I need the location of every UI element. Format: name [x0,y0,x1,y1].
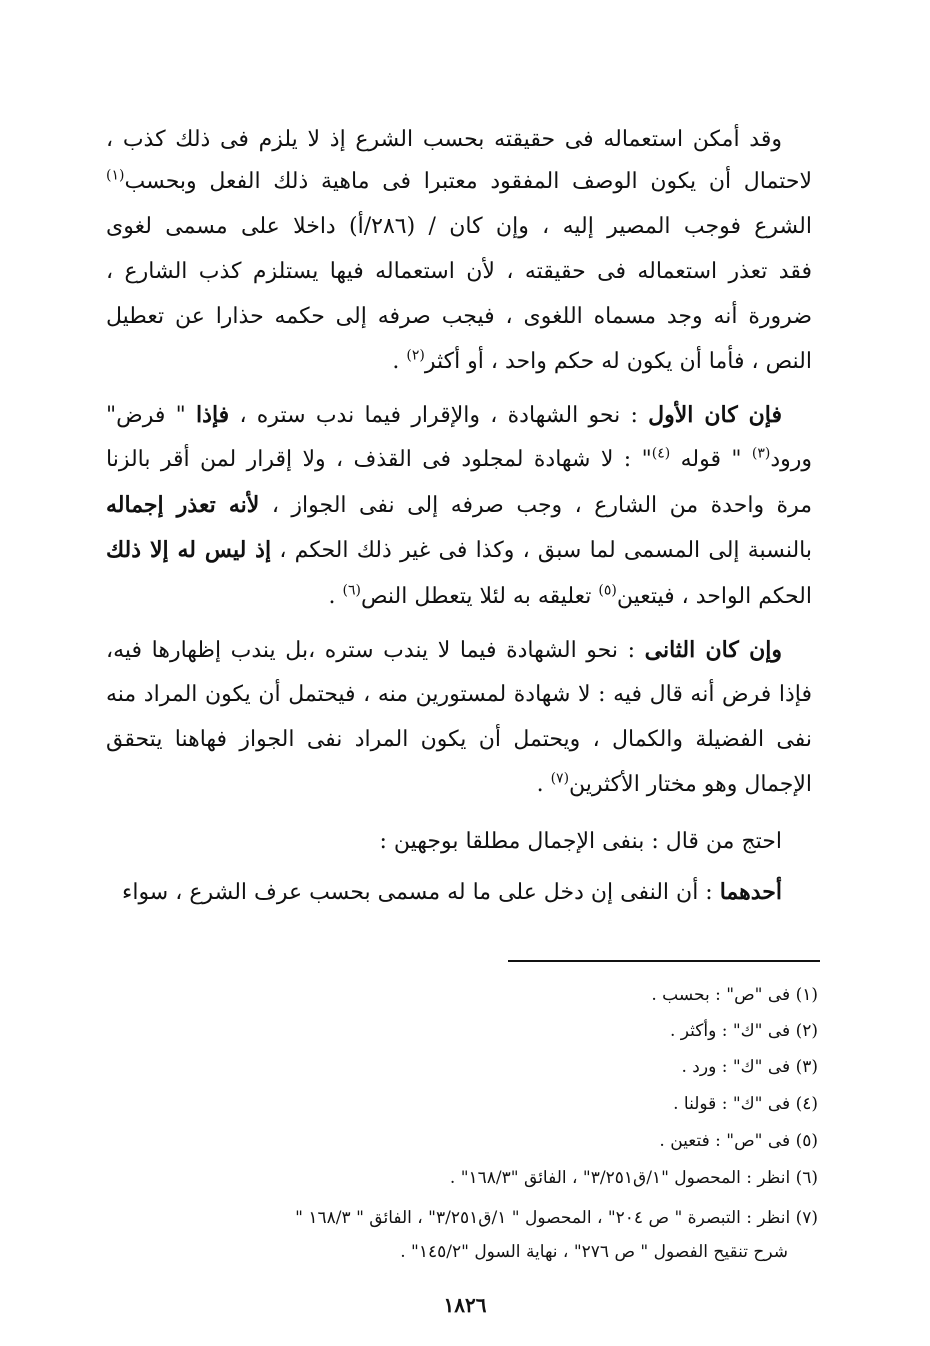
text-run: فإذا فرض أنه قال فيه : لا شهادة لمستورين منه ، فيحتمل أن يكون المراد منه [106,682,813,707]
body-line [106,205,812,249]
bold-text: لأنه تعذر إجماله [106,492,260,518]
text-run: ورود [770,447,812,472]
body-line [106,673,812,717]
text-run: " قوله [670,447,752,472]
text-run: مرة واحدة من الشارع ، وجب صرفه إلى نفى الجواز ، [259,493,813,518]
text-run: وقد أمكن استعماله فى حقيقته بحسب الشرع إذ لا يلزم فى ذلك كذب ، [106,127,782,152]
footnote: (١) فى "ص" : بحسب . [651,985,818,1005]
body-line [106,295,812,339]
body-line [106,528,812,572]
footnote: (٤) فى "ك" : قولنا . [673,1094,818,1114]
body-line [106,718,812,762]
text-run: الحكم الواحد ، فيتعين [616,584,812,609]
text-run: النص ، فأما أن يكون له حكم واحد ، أو أكثر [424,349,812,374]
text-run: . [392,349,407,374]
text-run: " : لا شهادة لمجلود فى القذف ، ولا إقرار لمن أقر بالزنا [106,447,652,472]
bold-text: وإن كان الثانى [644,637,782,663]
text-run: الإجمال وهو مختار الأكثرين [569,772,812,797]
text-run: : نحو الشهادة ، والإقرار فيما ندب ستره ، [229,403,649,428]
body-line [106,820,782,864]
footnote-continuation: شرح تنقيح الفصول " ص ٢٧٦" ، نهاية السول "١٤٥/٢" . [400,1242,788,1262]
footnote-reference: (١) [106,167,125,184]
footnote-reference: (٦) [342,582,361,599]
bold-text: فإن كان الأول [648,402,783,428]
text-run: ضرورة أنه وجد مسماه اللغوى ، فيجب صرفه إلى حكمه حذارا عن تعطيل [106,304,812,329]
footnote-separator [508,960,820,962]
body-line [106,628,782,672]
text-run: فقد تعذر استعماله فى حقيقته ، لأن استعماله فيها يستلزم كذب الشارع ، [106,259,812,284]
footnote: (٢) فى "ك" : وأكثر . [669,1021,818,1041]
text-run: نفى الفضيلة والكمال ، ويحتمل أن يكون المراد نفى الجواز فهاهنا يتحقق [106,727,812,752]
footnote: (٦) انظر : المحصول "١/ق٣/٢٥١" ، الفائق "١٦٨/٣" . [449,1168,818,1188]
footnote-reference: (٧) [550,770,570,787]
body-line [106,438,812,482]
text-run: لاحتمال أن يكون الوصف المفقود معتبرا فى ماهية ذلك الفعل وبحسب [124,169,812,194]
body-line [106,340,812,384]
text-run: . [536,772,551,797]
footnote: (٧) انظر : التبصرة " ص ٢٠٤" ، المحصول " ١/ق٣/٢٥١" ، الفائق " ١٦٨/٣ " [295,1208,818,1228]
text-run: تعليقه به لئلا يتعطل النص [360,584,599,609]
body-line [106,250,812,294]
body-line [106,763,812,807]
text-run: احتج من قال : بنفى الإجمال مطلقا بوجهين : [379,829,782,854]
footnote: (٣) فى "ك" : ورد . [681,1057,818,1077]
bold-text: إذ ليس له إلا ذلك [106,537,272,563]
footnote-reference: (٣) [751,445,771,462]
footnote-reference: (٥) [598,582,617,599]
text-run: الشرع فوجب المصير إليه ، وإن كان / (٢٨٦/أ) داخلا على مسمى لغوى [106,214,812,239]
footnote-reference: (٢) [406,347,425,364]
body-line [106,393,782,437]
text-run: : نحو الشهادة فيما لا يندب ستره ،بل يندب إظهارها فيه، [106,638,645,663]
bold-text: فإذا [196,402,230,428]
bold-text: أحدهما [719,879,782,905]
body-line [106,160,812,204]
footnote-reference: (٤) [651,445,671,462]
footnote: (٥) فى "ص" : فتعين . [659,1131,818,1151]
text-run: بالنسبة إلى المسمى لما سبق ، وكذا فى غير ذلك الحكم ، [271,538,812,563]
text-run: " فرض" [106,403,197,428]
page-number: ١٨٢٦ [443,1293,487,1317]
text-run: : أن النفى إن دخل على ما له مسمى بحسب عرف الشرع ، سواء [121,880,720,905]
body-line [106,483,812,527]
body-line [106,118,782,162]
body-line [106,870,782,914]
text-run: . [328,584,343,609]
body-line [106,575,812,619]
